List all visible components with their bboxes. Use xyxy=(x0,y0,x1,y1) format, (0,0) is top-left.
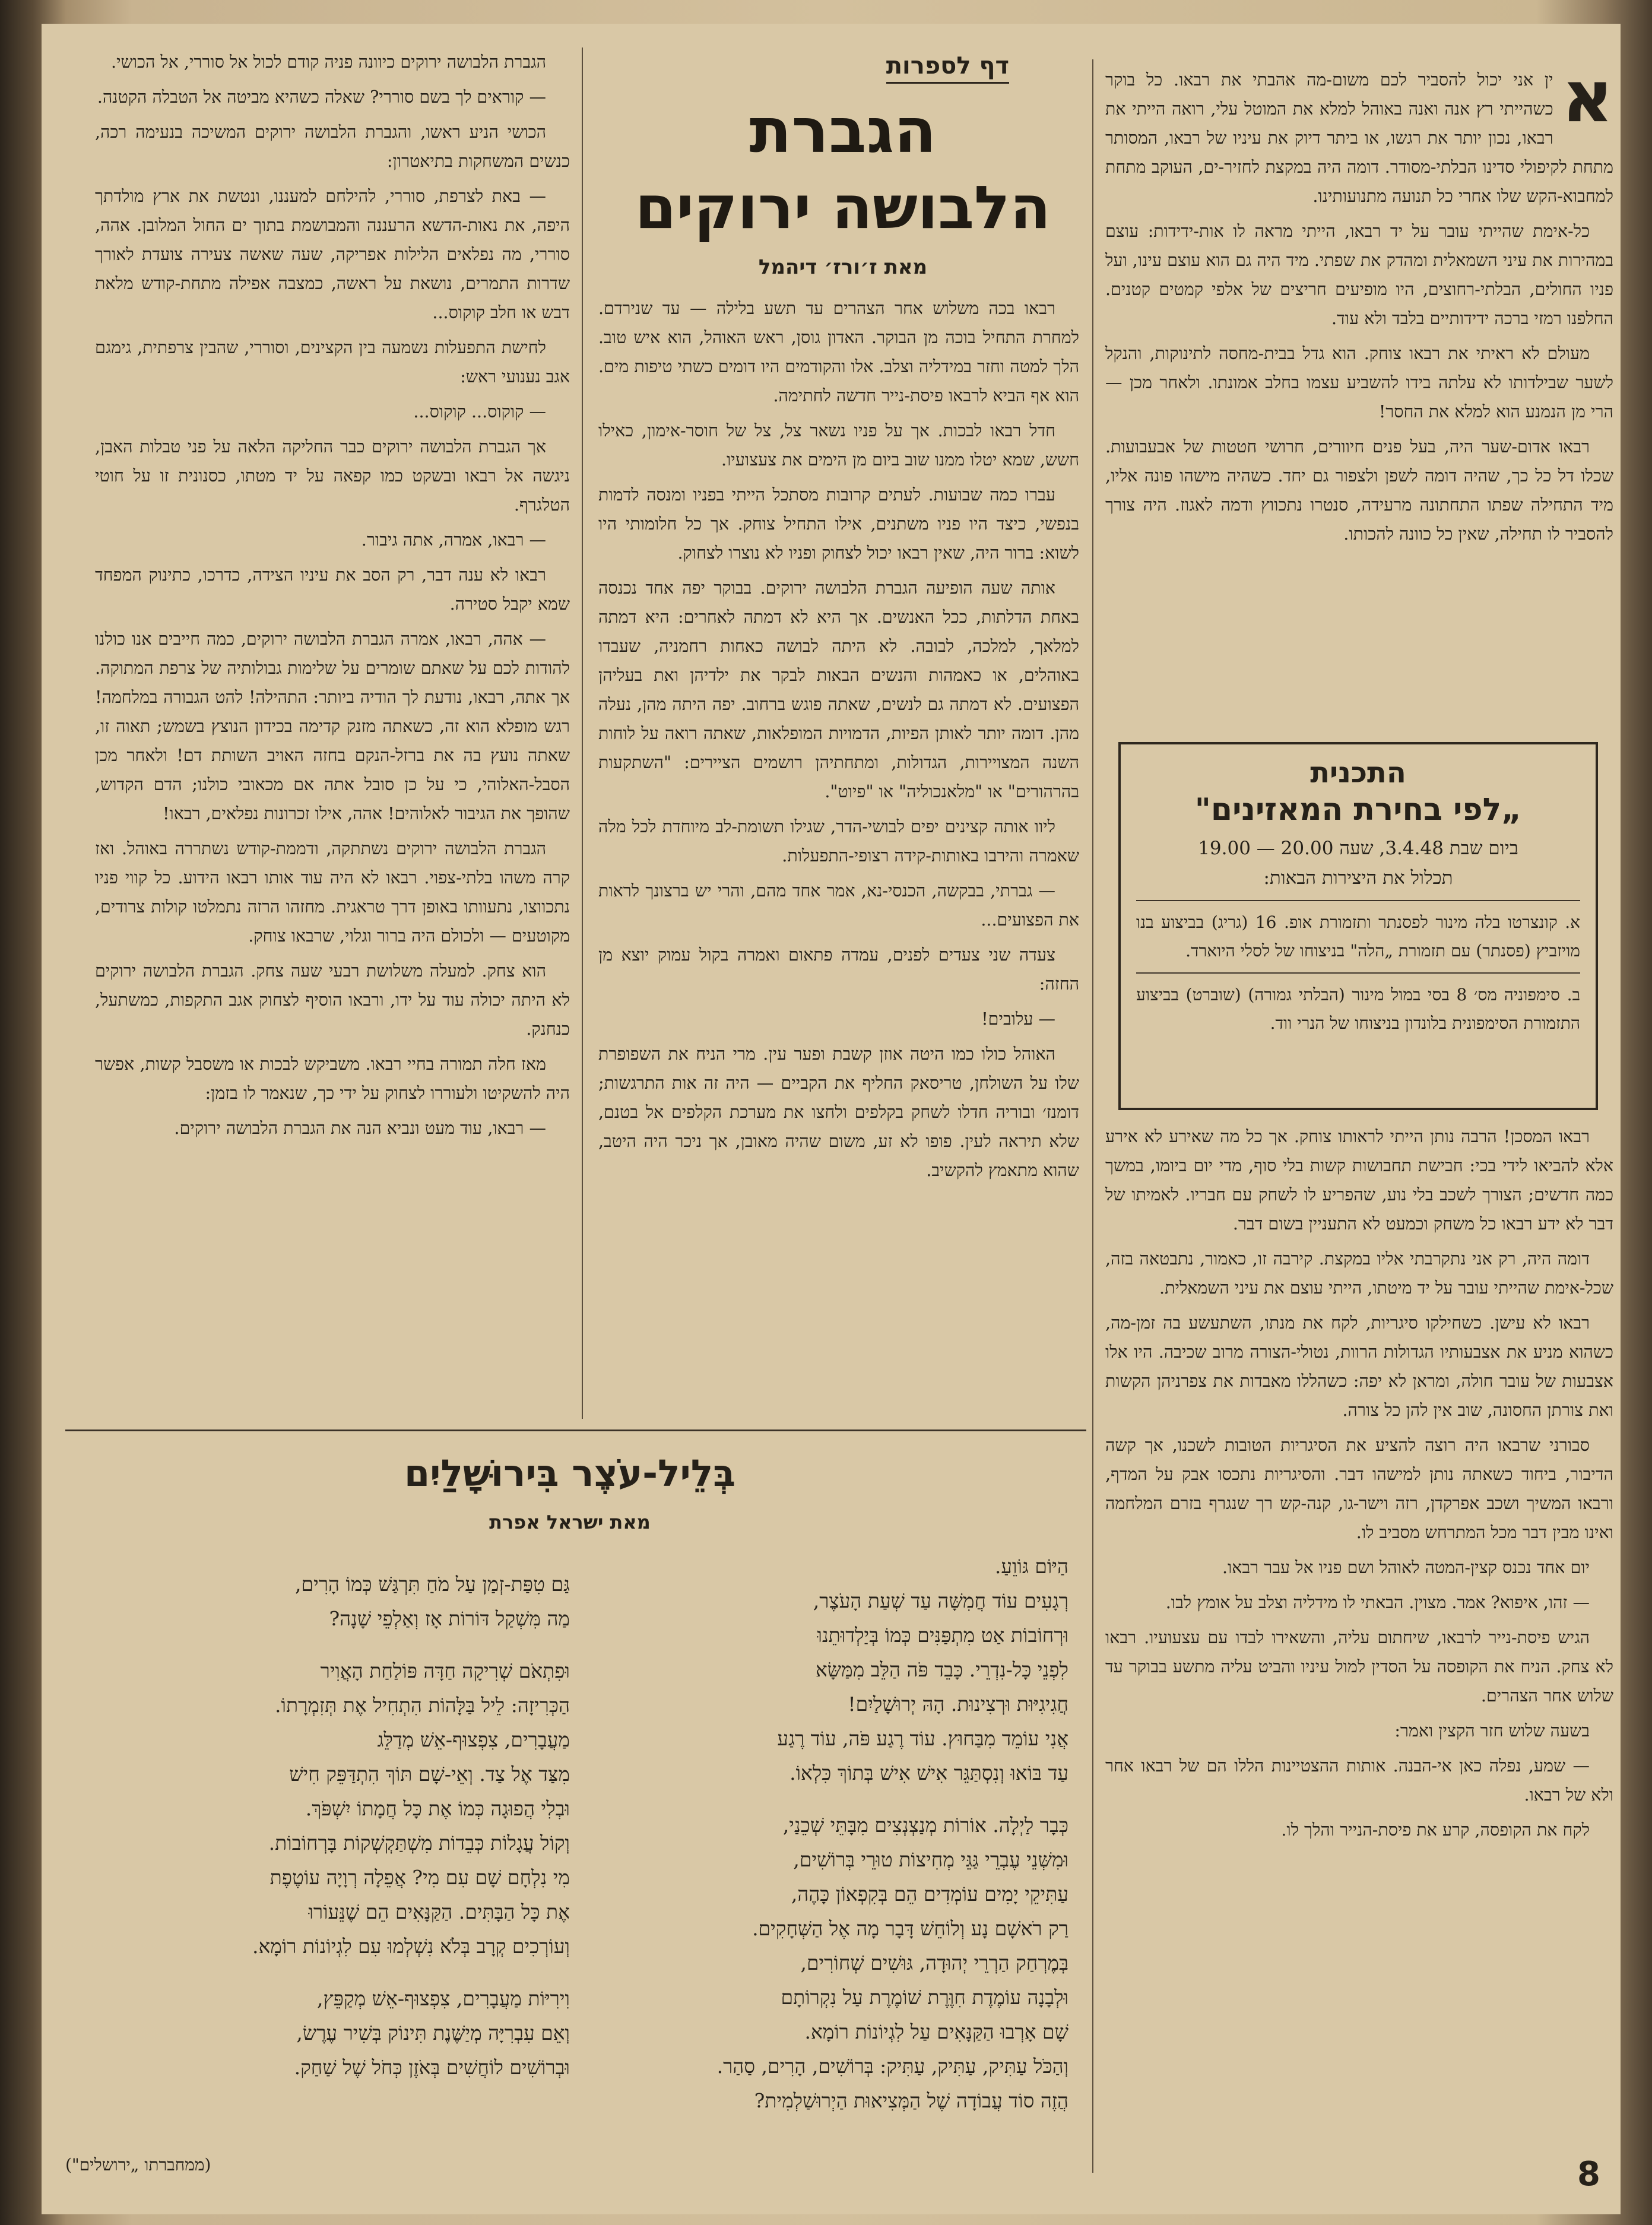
paragraph: — שמע, נפלה כאן אי-הבנה. אותות ההצטיינות הללו הם של רבאו אחר ולא של רבאו. xyxy=(1105,1756,1613,1805)
poem-line: מַעֲבָרִים, צִפְצוּף-אֵשׁ מְדַלֵּג xyxy=(377,1728,570,1751)
newspaper-page xyxy=(42,24,1621,2214)
poem-left-stanzas xyxy=(77,1567,570,2085)
paragraph: הוא צחק. למעלה משלושת רבעי שעה צחק. הגברת הלבושה ירוקים לא היתה יכולה עוד על ידו, ורבאו הוסיף לצחוק אגב התקפות, כמשתעל, כנחנק. xyxy=(95,961,570,1039)
poem-right-stanzas xyxy=(582,1549,1068,2118)
paragraph: הגיש פיסת-נייר לרבאו, שיחתום עליה, והשאירו לבדו עם עצעועיו. רבאו לא צחק. הניח את הקופסה על הסדין למול עיניו והביט עליה מתשע בבוקר עד שלוש אחר הצהרים. xyxy=(1105,1628,1613,1706)
poem-line: וּפִתְאֹם שְׁרִיקָה חַדָּה פּוֹלַחַת הָאֲוִיר xyxy=(320,1659,570,1682)
paragraph: הגברת הלבושה ירוקים כיוונה פניה קודם לכול אל סוררי, אל הכושי. xyxy=(111,52,546,72)
poem-line: עַד בּוֹאוּ וְנִסְתַּגֵּר אִישׁ אִישׁ בְּתוֹךְ כִּלְאוֹ. xyxy=(789,1761,1068,1785)
paragraph: — קוראים לך בשם סוררי? שאלה כשהיא מביטה אל הטבלה הקטנה. xyxy=(97,87,546,107)
poem-line: וִירִיּוֹת מַעֲבָרִים, צִפְצוּף-אֵשׁ מְקַפֵּץ, xyxy=(316,1987,570,2010)
program-box-subtitle: „לפי בחירת המאזינים" xyxy=(1194,792,1522,828)
poem-line: וְאֵם עִבְרִיָּה מְיַשֶּׁנֶת תִּינוֹק בְּשִׁיר עֶרֶשׂ, xyxy=(296,2021,570,2045)
paragraph: סבורני שרבאו היה רוצה להציע את הסיגריות הטובות לשכנו, אך קשה הדיבור, ביחוד כשאתה נותן למישהו דבר. והסיגריות נתכסו אבק על המדף, ורבאו המשיך ושכב אפרקדן, רזה וישר-גו, קנה-קש רך שנגרף בזרם המלחמה ואינו מבין דבר מכל המתרחש מסביב לו. xyxy=(1105,1435,1613,1542)
paragraph: — באת לצרפת, סוררי, להילחם למעננו, ונטשת את ארץ מולדתך היפה, את נאות-הדשא הרעננה והמבושמת בתוך ים החול המלובן. אהה, סוררי, מה נפלאים הלילות אפריקה, שעה שאשה צעירה צועדת לאורך שדרות התמרים, נושאת על ראשה, כמצבה אפילה מתחת-קודש מלאת דבש או חלב קוקוס... xyxy=(95,186,570,322)
program-box-divider-2 xyxy=(1136,972,1580,974)
poem-title: בְּלֵיל-עֹצֶר בִּירוּשָׁלַיִם xyxy=(404,1451,736,1495)
poem-line: הֲזֶה סוֹד עֲבוֹדָה שֶׁל הַמְּצִיאוּת הַיְרוּשַׁלְמִית? xyxy=(754,2089,1068,2112)
program-item-a: א. קונצרטו בלה מינור לפסנתר ותזמורת אופ. 16 (גריג) בביצוע בנו מויזביץ (פסנתר) עם תזמורת „הלה" בניצוחו של לסלי היוארד. xyxy=(1136,912,1581,961)
story-title-line2: הלבושה ירוקים xyxy=(635,173,1051,242)
poem-top-rule xyxy=(65,1430,1086,1431)
poem-stanza xyxy=(77,1567,570,1636)
paragraph: — רבאו, עוד מעט ונביא הנה את הגברת הלבושה ירוקים. xyxy=(174,1118,546,1138)
poem-line: חֲגִיגִיּוּת וּרְצִינוּת. הָהּ יְרוּשָׁלַיִם! xyxy=(848,1692,1068,1716)
program-item-b: ב. סימפוניה מס׳ 8 בסי במול מינור (הבלתי גמורה) (שוברט) בביצוע התזמורת הסימפונית בלונדון בניצוחו של הנרי ווד. xyxy=(1136,985,1580,1033)
story-middle-paras xyxy=(598,294,1079,1185)
poem-left-column xyxy=(77,1567,570,2103)
program-box-intro: תכלול את היצירות הבאות: xyxy=(1263,867,1453,889)
story-middle-column xyxy=(598,294,1079,1191)
program-box-title: התכנית xyxy=(1310,756,1406,790)
poem-line: שָׁם אָרְבוּ הַקַּנָּאִים עַל לִגְיוֹנוֹת רוֹמָא. xyxy=(804,2020,1068,2043)
poem-line: וְעוֹרְכִים קְרָב בְּלֹא נִשְׁלְמוּ עִם לִגְיוֹנוֹת רוֹמָא. xyxy=(252,1935,570,1958)
program-box xyxy=(1118,742,1598,1110)
paragraph: הכושי הניע ראשו, והגברת הלבושה ירוקים המשיכה בנעימה רכה, כנשים המשחקות בתיאטרון: xyxy=(95,122,570,171)
paragraph: רבאו המסכן! הרבה נותן הייתי לראותו צוחק. אך כל מה שאירע לא אירע אלא להביאו לידי בכי: חבישת תחבושות קשות בלי סוף, מדי יום ביומו, במשך כמה חדשים; הצורך לשכב בלי נוע, שהפריע לו לשחק עם חבריו. לאמיתו של דבר לא ידע רבאו כל משחק וכמעט לא התעניין בשום דבר. xyxy=(1105,1127,1613,1234)
poem-line: בְּמֶרְחַק הַרְרֵי יְהוּדָה, גּוּשִׁים שְׁחוֹרִים, xyxy=(800,1951,1068,1974)
poem-line: מַה מִּשְׁקַל דּוֹרוֹת אָז וְאַלְפֵי שָׁנָה? xyxy=(329,1607,570,1630)
paragraph: מעולם לא ראיתי את רבאו צוחק. הוא גדל בבית-מחסה לתינוקות, והנקל לשער שבילדותו לא עלתה בידו להשביע עצמו בחלב אמונתו. ולאחר מכן — הרי מן הנמנע הוא למלא את החסר! xyxy=(1105,344,1613,421)
column-rule-1 xyxy=(1092,59,1093,2173)
poem-stanza xyxy=(77,1654,570,1964)
column-rule-2 xyxy=(582,47,583,1419)
paragraph: רבאו בכה משלוש אחר הצהרים עד תשע בלילה — עד שנירדם. למחרת התחיל בוכה מן הבוקר. האדון גוסן, ראש האוהל, הוא איש טוב. הלך למטה וחזר במידליה וצלב. אלו והקודמים היו דומים כשתי טיפות מים. הוא אף הביא לרבאו פיסת-נייר חדשה לחתימה. xyxy=(598,299,1079,405)
paragraph: בשעה שלוש חזר הקצין ואמר: xyxy=(1394,1721,1590,1741)
paragraph: צעדה שני צעדים לפנים, עמדה פתאום ואמרה בקול עמוק יוצא מן החזה: xyxy=(598,945,1079,994)
paragraph: עברו כמה שבועות. לעתים קרובות מסתכל הייתי בפניו ומנסה לדמות בנפשי, כיצד היו פניו משתנים, אילו התחיל צוחק. אך כל חלומותי היו לשוא: ברור היה, שאין רבאו יכול לצחוק ופניו לא נוצרו לצחוק. xyxy=(598,485,1079,563)
program-box-divider xyxy=(1136,900,1580,901)
paragraph: — רבאו, אמרה, אתה גיבור. xyxy=(361,530,546,550)
page-number: 8 xyxy=(1577,2155,1600,2194)
poem-line: וּבְלִי הֲפוּגָה כְּמוֹ אֶת כָּל חֲמָתוֹ יִשְׁפֹּךְ. xyxy=(305,1797,570,1820)
paragraph: לחישת התפעלות נשמעה בין הקצינים, וסוררי, שהבין צרפתית, גימגם אגב נענועי ראש: xyxy=(95,338,570,386)
poem-line: וּמִשְּׁנֵי עֶבְרֵי גַּגֵּי מְחִיצוֹת טוּרֵי בְּרוֹשִׁים, xyxy=(793,1848,1068,1871)
poem-line: וְהַכֹּל עַתִּיק, עַתִּיק, עַתִּיק: בְּרוֹשִׁים, הָרִים, סַהַר. xyxy=(716,2055,1068,2078)
paragraph: אותה שעה הופיעה הגברת הלבושה ירוקים. בבוקר יפה אחד נכנסה באחת הדלתות, ככל האנשים. אך היא לא דמתה לאחרים: היא דמתה למלאך, למלכה, לבובה. לא היתה לבושה כאחות רחמניה, שעבדו באוהלים, או כאמהות והנשים הבאות לבקר את ילדיהן ואת בעליהן הפצועים. לא דמתה גם לנשים, שאתה פוגש ברחוב. יפה היתה מהן, נעלה מהן. דומה יותר לאותן הפיות, הדמויות המופלאות, שאתה רואה על לוחות השנה המצויירות, הגדולות, ומתחתיהן רושמים הציירים: "השתקעות בהרהורים" או "מלאנכוליה" או "פיוט". xyxy=(598,578,1079,801)
poem-byline: מאת ישראל אפרת xyxy=(489,1511,651,1533)
story-title-line1: הגברת xyxy=(749,94,937,167)
paragraph: מאז חלה תמורה בחיי רבאו. משביקש לבכות או משסבל קשות, אפשר היה להשקיטו ולעוררו לצחוק על ידי כך, שנאמר לו בזמן: xyxy=(95,1054,570,1103)
paragraph: רבאו אדום-שער היה, בעל פנים חיוורים, חרושי חטטות של אבעבועות. שכלו דל כל כך, שהיה דומה לשפן ולצפור גם יחד. כשהיה מישהו פונה אליו, מיד התחילה שפתו התחתונה מרעידה, סנטרו נתכווץ ודמה לאגוז. היה צורך להסביר לו תחילה, שאין כל כוונה להכותו. xyxy=(1105,437,1613,544)
story-right-top xyxy=(1105,56,1613,549)
paragraph: — קוקוס... קוקוס... xyxy=(413,402,546,421)
paragraph: לקח את הקופסה, קרע את פיסת-הנייר והלך לו. xyxy=(1281,1820,1590,1840)
story-byline: מאת ז׳ורז׳ דיהמל xyxy=(758,255,928,279)
program-box-date: ביום שבת 3.4.48, שעה 20.00 — 19.00 xyxy=(1198,838,1518,859)
poem-line: וּרְחוֹבוֹת אַט מִתְפַּנִּים כְּמוֹ בְּיַלְדוּתֵנוּ xyxy=(817,1624,1068,1647)
poem-stanza xyxy=(77,1982,570,2085)
poem-stanza xyxy=(582,1549,1068,1790)
paragraph: חדל רבאו לבכות. אך על פניו נשאר צל, צל של חוסר-אימון, כאילו חשש, שמא יטלו ממנו שוב ביום מן הימים את צעצועיו. xyxy=(598,421,1079,470)
poem-line: הַכְּרִיזָה: לֵיל בַּלָּהוֹת הִתְחִיל אֶת תְּזִמְרָתוֹ. xyxy=(275,1694,570,1717)
poem-line: מִצַּד אֶל צַד. וְאֵי-שָׁם תּוֹךְ הִתְדַּפֵּק חִישׁ xyxy=(289,1763,570,1786)
paragraph: רבאו לא ענה דבר, רק הסב את עיניו הצידה, כדרכו, כתינוק המפחד שמא יקבל סטירה. xyxy=(95,565,570,614)
paragraph: א ין אני יכול להסביר לכם משום-מה אהבתי את רבאו. כל בוקר כשהייתי רץ אנה ואנה באוהל למלא את המוטל עלי, רואה הייתי את רבאו, נכון יותר את רגשו, או ביתר דיוק את עיניו של רבאו, המסותר מתחת לקיפולי סדינו הבלתי-מסודר. דומה היה במקצת לחזיר-ים, העוקב מתחת למחבוא-הקש שלו אחרי כל תנועה מתנועותינו. xyxy=(1105,56,1613,206)
poem-line: וּלְבָנָה עוֹמֶדֶת חִוֶּרֶת שׁוֹמֶרֶת עַל נִקְרוֹתָם xyxy=(781,1986,1068,2009)
paragraph: יום אחד נכנס קצין-המטה לאוהל ושם פניו אל עבר רבאו. xyxy=(1222,1558,1590,1577)
paragraph: — זהו, איפוא? אמר. מצוין. הבאתי לו מידליה וצלב על אומץ לבו. xyxy=(1165,1593,1590,1612)
poem-line: רַק רֹאשָׁם נָע וְלוֹחֵשׁ דָּבָר מָה אֶל הַשְּׁחָקִים. xyxy=(752,1917,1068,1940)
poem-line: אֶת כָּל הַבָּתִּים. הַקַּנָּאִים הֵם שֶׁנֵּעוֹרוּ xyxy=(308,1900,570,1923)
paragraph: — גברתי, בבקשה, הכנסי-נא, אמר אחד מהם, והרי יש ברצונך לראות את הפצועים... xyxy=(598,881,1079,930)
poem-line: כְּבָר לַיְלָה. אוֹרוֹת מְנַצְנְצִים מִבָּתֵּי שְׁכֵנַי, xyxy=(782,1814,1068,1837)
drop-cap: א xyxy=(1561,56,1613,138)
story-right-column xyxy=(1105,56,1613,554)
story-right-bottom xyxy=(1105,1122,1613,1844)
poem-line: גַּם טִפַּת-זְמַן עַל מֹחַ תִּרְגַּשׁ כְּמוֹ הָרִים, xyxy=(295,1573,570,1596)
poem-stanza xyxy=(582,1808,1068,2118)
poem-line: וּבְרוֹשִׁים לוֹחֲשִׁים בְּאֹזֶן כְּחֹל שֶׁל שַׁחַק. xyxy=(294,2056,570,2079)
section-label: דף לספרות xyxy=(886,52,1009,84)
story-left-column xyxy=(95,47,570,1149)
paragraph: הגברת הלבושה ירוקים נשתתקה, ודממת-קודש נשתררה באוהל. ואז קרה משהו בלתי-צפוי. רבאו לא היה עוד אותו רבאו הידוע. כל קווי פניו נתכווצו, נתעוותו באופן דרך טראגית. מחזהו הרזה נתמלטו קולות צרודים, מקוטעים — ולכולם היה ברור וגלוי, שרבאו צוחק. xyxy=(95,839,570,946)
poem-right-column xyxy=(582,1549,1068,2136)
poem-line: מִי נִלְחָם שָׁם עִם מִי? אֲפֵלָה רְוָיָה עוֹטֶפֶת xyxy=(269,1866,570,1889)
paragraph: — אהה, רבאו, אמרה הגברת הלבושה ירוקים, כמה חייבים אנו כולנו להודות לכם על שאתם שומרים על שלימות גבולותיה של צרפת המתוקה. אך אתה, רבאו, נודעת לך הודיה ביותר: התהילה! להט הגבורה במלחמה! רגש מופלא הוא זה, כשאתה מזנק קדימה בכידון הנוצץ בשמש; תאוה זו, שאתה נועץ בה את ברזל-הנקם בחזה האויב השותת דם! ולאחר מכן הסבל-האלוהי, כי על כן סובל אתה אם מכאובי כולנו; הדם הקדוש, שהופך את הגיבור לאלוהים! אהה, אילו זכרונות נפלאים, רבאו! xyxy=(95,629,570,823)
story-left-paras xyxy=(95,47,570,1143)
paragraph: דומה היה, רק אני נתקרבתי אליו במקצת. קירבה זו, כאמור, נתבטאה בזה, שכל-אימת שהייתי עובר על יד מיטתו, הייתי עוצם את עיני השמאלית. xyxy=(1105,1249,1613,1298)
paragraph: האוהל כולו כמו היטה אוזן קשבת ופער עין. מרי הניח את השפופרת שלו על השולחן, טריסאק החליף את הקביים — היה זה אות התרגשות; דומנז׳ ובוריה חדלו לשחק בקלפים ולחצו את מערכת הקלפים אל בטנם, שלא תיראה לעין. פופו לא זע, משום שהיה מאובן, אך ניכר היה היטב, שהוא מתאמץ להקשיב. xyxy=(598,1044,1079,1180)
paragraph: כל-אימת שהייתי עובר על יד רבאו, הייתי מראה לו אות-ידידות: עוצם במהירות את עיני השמאלית ומהדק את שפתי. מיד היה גם הוא עוצם עינו, ועל פניו החולים, הבלתי-רחוצים, היו מופיעים חריצים של אלפי קמטים קטנים. החלפנו רמזי ברכה ידידותיים בלבד ולא עוד. xyxy=(1105,221,1613,328)
story-right-column-lower xyxy=(1105,1122,1613,1850)
paragraph: אך הגברת הלבושה ירוקים כבר החליקה הלאה על פני טבלות האבן, ניגשה אל רבאו ובשקט כמו קפאה על יד מטתו, כסנונית זו על חוטי הטלגרף. xyxy=(95,437,570,515)
poem-source-note: (ממחברתו „ירושלים") xyxy=(65,2155,211,2175)
paragraph: — עלובים! xyxy=(981,1009,1055,1029)
paragraph: רבאו לא עישן. כשחילקו סיגריות, לקח את מנתו, השתעשע בה זמן-מה, כשהוא מניע את אצבעותיו הגדולות הרוות, נטולי-הצורה מרוב שכיבה. היו אלו אצבעות של עובר חולה, ומראן לא יפה: כשהללו מאבדות את צפרניהן הקשות ואת צורתן החסונה, שוב אין להן כל צורה. xyxy=(1105,1313,1613,1420)
poem-line: עַתִּיקֵי יָמִים עוֹמְדִים הֵם בְּקִפְאוֹן כָּהֶה, xyxy=(791,1882,1068,1906)
poem-line: רְגָעִים עוֹד חֲמִשָּׁה עַד שְׁעַת הָעֹצֶר, xyxy=(813,1589,1068,1612)
paragraph: ליוו אותה קצינים יפים לבושי-הדר, שגילו תשומת-לב מיוחדת לכל מלה שאמרה והירבו באותות-קידה רצופי-התפעלות. xyxy=(598,817,1079,866)
poem-line: לִפְנֵי כָּל-נִדְרֵי. כָּבֵד פֹּה הַלֵּב מִמַּשָּׂא xyxy=(815,1658,1068,1681)
poem-line: הַיּוֹם גּוֹוֵעַ. xyxy=(994,1555,1068,1578)
poem-line: וְקוֹל עֲגָלוֹת כְּבֵדוֹת מִשְׁתַּקְשְׁקוֹת בָּרְחוֹבוֹת. xyxy=(268,1831,570,1855)
poem-line: אֲנִי עוֹמֵד מִבַּחוּץ. עוֹד רֶגַע פֹּה, עוֹד רֶגַע xyxy=(777,1727,1068,1750)
